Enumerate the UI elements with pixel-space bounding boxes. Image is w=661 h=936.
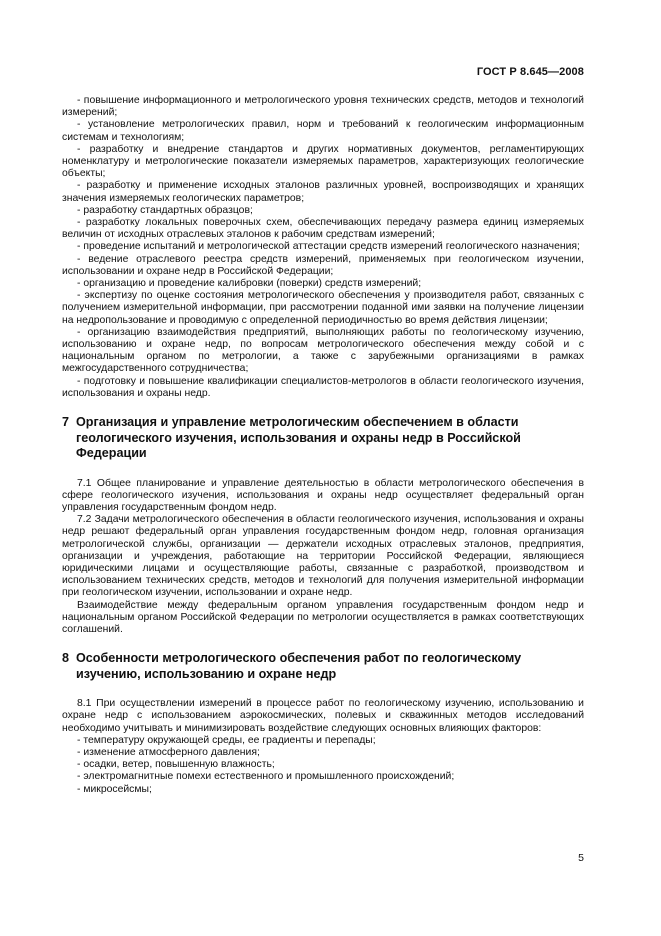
list-item: - разработку стандартных образцов; — [77, 204, 253, 216]
document-body — [62, 95, 584, 796]
section-7-number: 7 — [62, 415, 70, 430]
paragraph-7-1: 7.1 Общее планирование и управление деятельностью в области метрологического обеспечения в сфере геологического изучения, использования и охраны недр осуществляет федеральный орган управления государственным фондом недр. — [62, 477, 584, 513]
section-7-heading — [62, 415, 584, 462]
page-number: 5 — [578, 852, 584, 864]
list-item: - электромагнитные помехи естественного и промышленного происхождений; — [77, 771, 455, 783]
document-header-id: ГОСТ Р 8.645—2008 — [476, 66, 584, 78]
section-8-number: 8 — [62, 651, 70, 666]
list-item: - экспертизу по оценке состояния метрологического обеспечения у производителя работ, связанных с получением измерительной информации, при рассмотрении поданной ими заявки на получение лицензии на недропользование и проводимую с определенной периодичностью во время действия лицензии; — [62, 290, 584, 326]
list-item: - организацию взаимодействия предприятий, выполняющих работы по геологическому изучению, использованию и охране недр, по вопросам метрологического обеспечения между собой и с национальным органом по метрологии, а также с зарубежными организациями в рамках межгосударственного сотрудничества; — [62, 326, 584, 375]
paragraph-8-1: 8.1 При осуществлении измерений в процессе работ по геологическому изучению, использованию и охране недр с использованием аэрокосмических, полевых и скважинных методов исследований необходимо учитывать и минимизировать воздействие следующих основных влияющих факторов: — [62, 698, 584, 734]
section-8-title: Особенности метрологического обеспечения работ по геологическому изучению, использованию и охране недр — [76, 651, 522, 681]
list-item: - температуру окружающей среды, ее градиенты и перепады; — [77, 734, 376, 746]
paragraph-7-2: 7.2 Задачи метрологического обеспечения в области геологического изучения, использования и охраны недр решают федеральный орган управления государственным фондом недр, головная организация метрологической службы, организации — держатели исходных отраслевых эталонов, предприятия, организации и учреждения, работающие на территории Российской Федерации, являющиеся юридическими лицами и осуществляющие работы, связанные с разработкой, производством и использованием технических средств, методов и технологий для получения измерительной информации при геологическом изучении, использовании и охране недр. — [62, 514, 584, 599]
paragraph-7-3: Взаимодействие между федеральным органом управления государственным фондом недр и национальным органом Российской Федерации по метрологии осуществляется в рамках соответствующих соглашений. — [62, 599, 584, 636]
list-item: - микросейсмы; — [77, 783, 152, 795]
intro-list — [62, 95, 584, 400]
factors-list — [62, 735, 584, 796]
list-item: - подготовку и повышение квалификации специалистов-метрологов в области геологического изучения, использования и охраны недр. — [62, 375, 584, 399]
list-item: - повышение информационного и метрологического уровня технических средств, методов и технологий измерений; — [62, 95, 584, 119]
section-8-heading — [62, 651, 584, 682]
list-item: - установление метрологических правил, норм и требований к геологическим информационным системам и технологиям; — [62, 119, 584, 143]
list-item: - разработку и применение исходных эталонов различных уровней, воспроизводящих и хранящих значения измеряемых геологических параметров; — [62, 180, 584, 204]
section-7-title: Организация и управление метрологическим обеспечением в области геологического изучения, использования и охраны недр в Российской Федерации — [76, 415, 521, 461]
list-item: - разработку локальных поверочных схем, обеспечивающих передачу размера единиц измеряемых величин от исходных отраслевых эталонов к рабочим средствам измерений; — [62, 217, 584, 241]
list-item: - осадки, ветер, повышенную влажность; — [77, 759, 275, 771]
list-item: - организацию и проведение калибровки (поверки) средств измерений; — [77, 278, 422, 290]
list-item: - проведение испытаний и метрологической аттестации средств измерений геологического назначения; — [77, 241, 580, 253]
list-item: - ведение отраслевого реестра средств измерений, применяемых при геологическом изучении, использовании и охране недр в Российской Федерации; — [62, 253, 584, 277]
list-item: - изменение атмосферного давления; — [77, 747, 260, 759]
list-item: - разработку и внедрение стандартов и других нормативных документов, регламентирующих номенклатуру и метрологические показатели измеряемых параметров, характеризующих геологические объекты; — [62, 143, 584, 180]
